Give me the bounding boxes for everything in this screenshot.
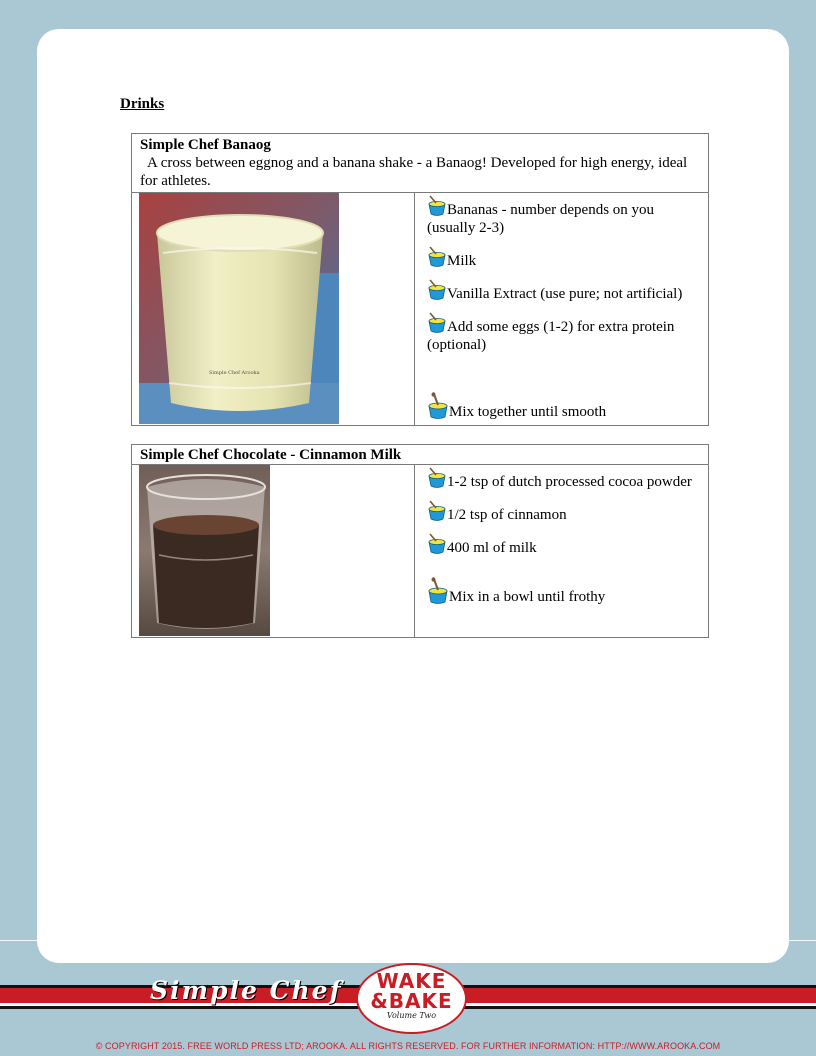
- mixing-bowl-icon: [427, 500, 447, 522]
- chocolate-milk-image: [139, 465, 270, 636]
- ingredient-text: Vanilla Extract (use pure; not artificial): [447, 286, 683, 302]
- ingredient-item: [427, 279, 698, 303]
- ingredient-item: [427, 533, 698, 557]
- method-step: [427, 392, 698, 423]
- recipe-title: Simple Chef Chocolate - Cinnamon Milk: [140, 447, 402, 463]
- photo-watermark: Simple Chef Arooka: [209, 370, 260, 376]
- copyright-notice: © COPYRIGHT 2015. FREE WORLD PRESS LTD; AROOKA. ALL RIGHTS RESERVED. FOR FURTHER INFORMATION: HTTP://WWW.AROOKA.COM: [95, 1041, 721, 1051]
- section-title: Drinks: [120, 96, 165, 112]
- mixing-bowl-icon: [427, 533, 447, 555]
- ingredient-text: 1/2 tsp of cinnamon: [447, 507, 567, 523]
- ingredient-item: [427, 312, 698, 354]
- recipe-header: [132, 134, 709, 193]
- ingredient-item: [427, 500, 698, 524]
- method-text: Mix in a bowl until frothy: [449, 589, 606, 605]
- ingredient-text: 1-2 tsp of dutch processed cocoa powder: [447, 474, 692, 490]
- ingredient-text: Bananas - number depends on you (usually 2-3): [427, 202, 655, 236]
- recipe-description: A cross between eggnog and a banana shake - a Banaog! Developed for high energy, ideal for athletes.: [140, 155, 688, 189]
- wake-bake-badge: [356, 963, 467, 1034]
- badge-line-3: Volume Two: [386, 1011, 437, 1020]
- banana-shake-photo: [139, 193, 339, 424]
- recipe-table-chocolate-cinnamon: [131, 444, 709, 638]
- recipe-photo-cell: [132, 193, 415, 426]
- method-step: [427, 577, 698, 608]
- banana-shake-image: [139, 193, 339, 424]
- recipe-header: [132, 445, 709, 465]
- ingredient-item: [427, 195, 698, 237]
- divider-line: [0, 940, 816, 941]
- mixing-bowl-icon: [427, 246, 447, 268]
- recipe-photo-cell: [132, 465, 415, 638]
- method-text: Mix together until smooth: [449, 404, 607, 420]
- mixing-bowl-icon: [427, 467, 447, 489]
- mixing-bowl-spoon-icon: [427, 577, 449, 605]
- chocolate-milk-photo: [139, 465, 270, 636]
- badge-line-1: WAKE: [376, 969, 447, 993]
- mixing-bowl-spoon-icon: [427, 392, 449, 420]
- brand-logo: Simple Chef: [150, 976, 343, 1005]
- recipe-table-banaog: [131, 133, 709, 426]
- ingredients-cell: [415, 465, 709, 638]
- ingredient-item: [427, 246, 698, 270]
- recipe-title: Simple Chef Banaog: [140, 137, 271, 153]
- ingredient-text: Milk: [447, 253, 477, 269]
- ingredient-text: 400 ml of milk: [447, 540, 537, 556]
- badge-line-2: &BAKE: [370, 989, 453, 1013]
- mixing-bowl-icon: [427, 312, 447, 334]
- mixing-bowl-icon: [427, 279, 447, 301]
- ingredients-cell: [415, 193, 709, 426]
- ingredient-item: [427, 467, 698, 491]
- mixing-bowl-icon: [427, 195, 447, 217]
- ingredient-text: Add some eggs (1-2) for extra protein (optional): [427, 319, 675, 353]
